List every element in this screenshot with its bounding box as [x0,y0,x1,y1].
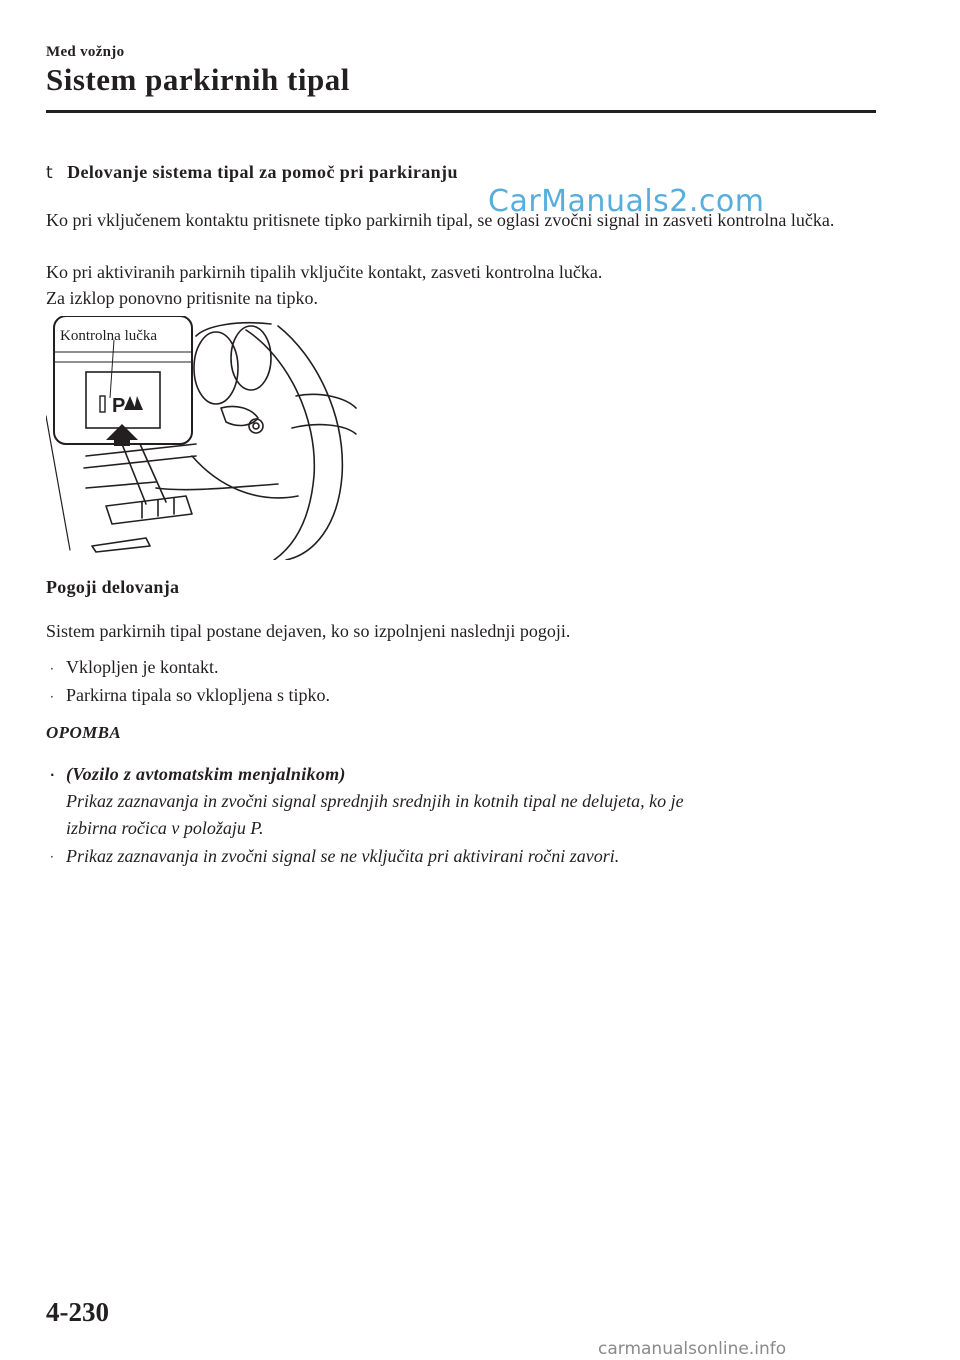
bullet-icon: · [50,768,55,783]
chapter-label: Med vožnjo [46,44,125,60]
watermark-carmanualsonline[interactable]: carmanualsonline.info [598,1339,787,1359]
paragraph-1: Ko pri vključenem kontaktu pritisnete tipko parkirnih tipal, se oglasi zvočni signal in zasveti kontrolna lučka. [46,210,835,230]
bullet-icon: · [50,850,54,865]
stalk [221,406,258,425]
note-label: OPOMBA [46,723,122,742]
parking-sensor-icon: P [112,395,126,417]
paragraph-2: Ko pri aktiviranih parkirnih tipalih vključite kontakt, zasveti kontrolna lučka. [46,262,603,282]
paragraph-3: Za izklop ponovno pritisnite na tipko. [46,288,318,308]
note-item-1-line-1: Prikaz zaznavanja in zvočni signal sprednjih srednjih in kotnih tipal ne delujeta, ko je [66,791,684,811]
watermark-carmanuals2[interactable]: CarManuals2.com [488,184,765,219]
page-title: Sistem parkirnih tipal [46,62,350,97]
note-item-2: · Prikaz zaznavanja in zvočni signal se ne vključita pri aktivirani ročni zavori. [50,843,870,871]
conditions-heading: Pogoji delovanja [46,577,180,597]
list-item: · Vklopljen je kontakt. [50,654,870,682]
note-item-1-line-2: izbirna ročica v položaju P. [66,818,264,838]
conditions-intro: Sistem parkirnih tipal postane dejaven, ko so izpolnjeni naslednji pogoji. [46,621,571,641]
callout-label: Kontrolna lučka [60,328,158,344]
steering-wheel-inner [246,330,314,560]
steering-wheel-outer [278,326,342,560]
list-item: · Parkirna tipala so vklopljena s tipko. [50,682,870,710]
note-item-1-title: · (Vozilo z avtomatskim menjalnikom) [50,761,870,789]
title-rule [46,110,876,113]
section-marker: t [46,163,54,183]
section-heading [46,162,458,183]
switch-panel [106,496,192,524]
bullet-icon: · [50,689,54,704]
bullet-icon: · [50,661,54,676]
dashboard-illustration [46,316,358,560]
page-number: 4-230 [46,1297,109,1327]
section-heading-text: Delovanje sistema tipal za pomoč pri parkiranju [67,162,458,182]
